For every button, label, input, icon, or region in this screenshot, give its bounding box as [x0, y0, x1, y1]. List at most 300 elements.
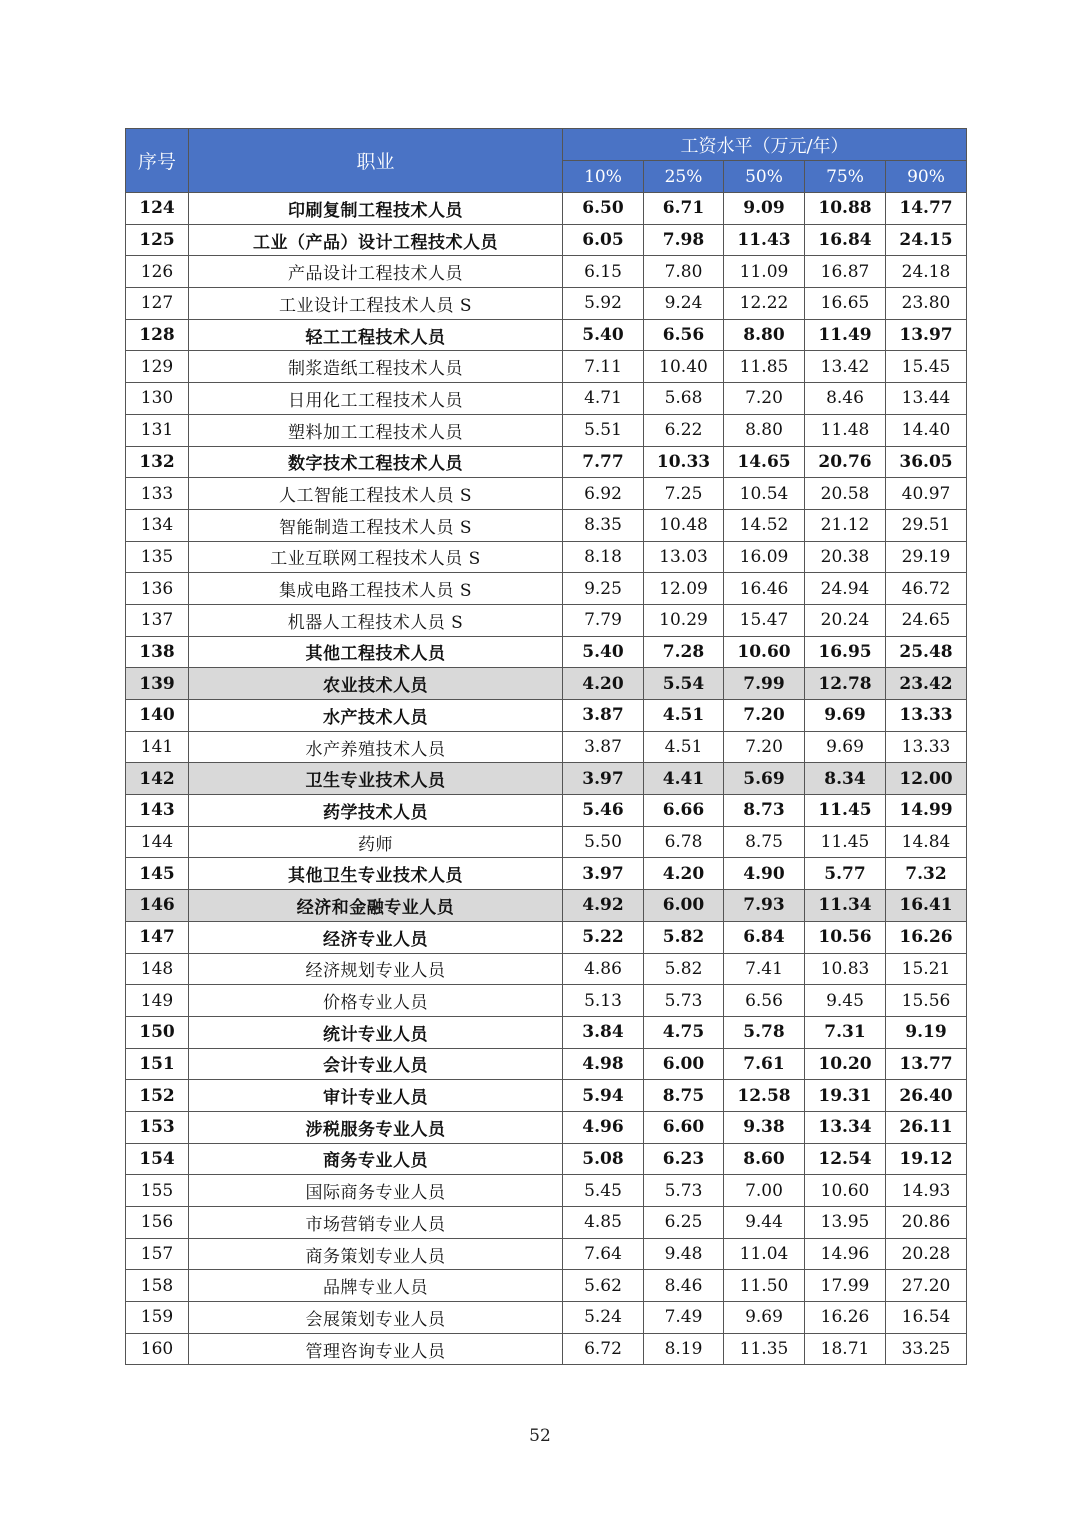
row-value-p10: 9.25: [563, 573, 644, 605]
row-value-p90: 36.05: [886, 446, 967, 478]
row-occupation: 价格专业人员: [189, 985, 563, 1017]
row-value-p25: 8.46: [644, 1270, 724, 1302]
row-seq: 154: [126, 1143, 189, 1175]
row-value-p50: 16.09: [724, 541, 805, 573]
row-value-p75: 9.69: [805, 731, 886, 763]
row-occupation: 药学技术人员: [189, 795, 563, 827]
row-value-p75: 14.96: [805, 1238, 886, 1270]
table-row: [126, 1302, 967, 1334]
row-value-p50: 7.61: [724, 1048, 805, 1080]
row-value-p75: 10.83: [805, 953, 886, 985]
row-seq: 160: [126, 1333, 189, 1365]
row-value-p10: 7.77: [563, 446, 644, 478]
row-value-p10: 5.22: [563, 921, 644, 953]
row-seq: 138: [126, 636, 189, 668]
row-value-p25: 13.03: [644, 541, 724, 573]
table-row: [126, 1016, 967, 1048]
row-value-p50: 11.09: [724, 256, 805, 288]
row-value-p25: 4.51: [644, 700, 724, 732]
row-occupation: 智能制造工程技术人员 S: [189, 509, 563, 541]
row-value-p50: 4.90: [724, 858, 805, 890]
row-occupation: 商务策划专业人员: [189, 1238, 563, 1270]
row-value-p75: 16.26: [805, 1302, 886, 1334]
table-row: [126, 1143, 967, 1175]
row-value-p90: 14.40: [886, 414, 967, 446]
row-value-p50: 14.65: [724, 446, 805, 478]
row-occupation: 会展策划专业人员: [189, 1302, 563, 1334]
table-row: [126, 288, 967, 320]
row-value-p90: 20.28: [886, 1238, 967, 1270]
row-occupation: 市场营销专业人员: [189, 1207, 563, 1239]
row-value-p25: 9.24: [644, 288, 724, 320]
salary-table: [125, 128, 967, 1365]
row-value-p50: 14.52: [724, 509, 805, 541]
row-value-p50: 5.78: [724, 1016, 805, 1048]
table-row: [126, 985, 967, 1017]
row-value-p25: 9.48: [644, 1238, 724, 1270]
row-value-p10: 5.50: [563, 826, 644, 858]
row-occupation: 管理咨询专业人员: [189, 1333, 563, 1365]
row-value-p10: 7.11: [563, 351, 644, 383]
row-value-p90: 24.15: [886, 224, 967, 256]
row-occupation: 制浆造纸工程技术人员: [189, 351, 563, 383]
row-seq: 137: [126, 604, 189, 636]
row-value-p10: 5.45: [563, 1175, 644, 1207]
row-value-p75: 11.49: [805, 319, 886, 351]
row-occupation: 集成电路工程技术人员 S: [189, 573, 563, 605]
row-value-p75: 9.69: [805, 700, 886, 732]
row-value-p50: 7.20: [724, 383, 805, 415]
table-row: [126, 1080, 967, 1112]
row-occupation: 其他卫生专业技术人员: [189, 858, 563, 890]
table-row: [126, 858, 967, 890]
row-seq: 134: [126, 509, 189, 541]
row-seq: 143: [126, 795, 189, 827]
table-row: [126, 921, 967, 953]
row-value-p25: 4.51: [644, 731, 724, 763]
row-value-p50: 11.35: [724, 1333, 805, 1365]
table-row: [126, 446, 967, 478]
table-row: [126, 731, 967, 763]
row-value-p25: 4.20: [644, 858, 724, 890]
row-value-p10: 3.97: [563, 763, 644, 795]
row-seq: 150: [126, 1016, 189, 1048]
row-value-p25: 10.29: [644, 604, 724, 636]
row-seq: 131: [126, 414, 189, 446]
row-value-p25: 6.60: [644, 1111, 724, 1143]
row-occupation: 经济和金融专业人员: [189, 890, 563, 922]
row-occupation: 其他工程技术人员: [189, 636, 563, 668]
row-value-p75: 17.99: [805, 1270, 886, 1302]
row-value-p25: 5.73: [644, 1175, 724, 1207]
row-value-p25: 8.19: [644, 1333, 724, 1365]
row-value-p10: 5.24: [563, 1302, 644, 1334]
table-row: [126, 636, 967, 668]
row-value-p90: 15.45: [886, 351, 967, 383]
row-value-p75: 20.38: [805, 541, 886, 573]
table-row: [126, 573, 967, 605]
row-value-p50: 15.47: [724, 604, 805, 636]
row-value-p50: 8.80: [724, 319, 805, 351]
row-value-p10: 5.62: [563, 1270, 644, 1302]
row-seq: 158: [126, 1270, 189, 1302]
row-occupation: 工业设计工程技术人员 S: [189, 288, 563, 320]
row-value-p90: 26.40: [886, 1080, 967, 1112]
row-seq: 124: [126, 193, 189, 225]
row-value-p75: 11.48: [805, 414, 886, 446]
table-row: [126, 700, 967, 732]
row-seq: 146: [126, 890, 189, 922]
row-value-p75: 20.24: [805, 604, 886, 636]
row-value-p75: 24.94: [805, 573, 886, 605]
row-value-p50: 7.20: [724, 731, 805, 763]
row-value-p75: 12.78: [805, 668, 886, 700]
row-value-p10: 6.15: [563, 256, 644, 288]
row-value-p75: 12.54: [805, 1143, 886, 1175]
row-value-p90: 20.86: [886, 1207, 967, 1239]
row-seq: 129: [126, 351, 189, 383]
row-value-p90: 13.97: [886, 319, 967, 351]
row-value-p50: 9.09: [724, 193, 805, 225]
row-value-p50: 8.73: [724, 795, 805, 827]
table-row: [126, 414, 967, 446]
row-value-p25: 10.33: [644, 446, 724, 478]
row-seq: 148: [126, 953, 189, 985]
table-row: [126, 319, 967, 351]
row-value-p90: 12.00: [886, 763, 967, 795]
table-row: [126, 478, 967, 510]
row-occupation: 药师: [189, 826, 563, 858]
header-occupation: 职业: [189, 129, 563, 193]
row-value-p25: 6.71: [644, 193, 724, 225]
table-row: [126, 668, 967, 700]
row-value-p90: 29.19: [886, 541, 967, 573]
row-value-p25: 4.41: [644, 763, 724, 795]
row-value-p75: 19.31: [805, 1080, 886, 1112]
row-seq: 128: [126, 319, 189, 351]
row-occupation: 品牌专业人员: [189, 1270, 563, 1302]
row-value-p90: 13.77: [886, 1048, 967, 1080]
row-value-p10: 4.92: [563, 890, 644, 922]
row-value-p90: 13.33: [886, 700, 967, 732]
row-value-p90: 15.56: [886, 985, 967, 1017]
row-value-p90: 13.44: [886, 383, 967, 415]
table-row: [126, 509, 967, 541]
row-value-p50: 12.22: [724, 288, 805, 320]
row-seq: 159: [126, 1302, 189, 1334]
row-occupation: 农业技术人员: [189, 668, 563, 700]
row-value-p25: 6.23: [644, 1143, 724, 1175]
table-row: [126, 604, 967, 636]
header-p25: 25%: [644, 161, 724, 193]
row-occupation: 水产养殖技术人员: [189, 731, 563, 763]
row-occupation: 卫生专业技术人员: [189, 763, 563, 795]
table-row: [126, 383, 967, 415]
row-value-p25: 6.22: [644, 414, 724, 446]
row-value-p25: 6.56: [644, 319, 724, 351]
row-value-p75: 11.45: [805, 826, 886, 858]
row-value-p90: 46.72: [886, 573, 967, 605]
table-row: [126, 1111, 967, 1143]
row-value-p50: 9.69: [724, 1302, 805, 1334]
row-value-p75: 10.60: [805, 1175, 886, 1207]
row-occupation: 数字技术工程技术人员: [189, 446, 563, 478]
row-value-p10: 5.94: [563, 1080, 644, 1112]
header-p10: 10%: [563, 161, 644, 193]
table-row: [126, 890, 967, 922]
row-value-p10: 4.98: [563, 1048, 644, 1080]
row-value-p10: 5.40: [563, 319, 644, 351]
table-row: [126, 1175, 967, 1207]
row-value-p75: 11.34: [805, 890, 886, 922]
row-seq: 125: [126, 224, 189, 256]
row-value-p25: 7.49: [644, 1302, 724, 1334]
row-value-p90: 9.19: [886, 1016, 967, 1048]
row-value-p50: 7.41: [724, 953, 805, 985]
row-seq: 133: [126, 478, 189, 510]
row-value-p90: 16.41: [886, 890, 967, 922]
header-wage-group: 工资水平（万元/年）: [563, 129, 967, 161]
row-value-p75: 13.42: [805, 351, 886, 383]
row-seq: 130: [126, 383, 189, 415]
row-value-p10: 8.18: [563, 541, 644, 573]
row-value-p25: 7.25: [644, 478, 724, 510]
row-value-p90: 23.80: [886, 288, 967, 320]
row-value-p75: 16.84: [805, 224, 886, 256]
row-occupation: 机器人工程技术人员 S: [189, 604, 563, 636]
row-value-p75: 13.95: [805, 1207, 886, 1239]
row-value-p75: 20.58: [805, 478, 886, 510]
row-value-p75: 20.76: [805, 446, 886, 478]
row-seq: 144: [126, 826, 189, 858]
row-value-p25: 6.66: [644, 795, 724, 827]
table-row: [126, 256, 967, 288]
row-value-p90: 14.84: [886, 826, 967, 858]
row-value-p25: 5.82: [644, 921, 724, 953]
row-value-p10: 5.46: [563, 795, 644, 827]
row-value-p90: 25.48: [886, 636, 967, 668]
row-value-p25: 5.54: [644, 668, 724, 700]
table-body: [126, 193, 967, 1365]
row-value-p90: 27.20: [886, 1270, 967, 1302]
row-occupation: 轻工工程技术人员: [189, 319, 563, 351]
row-value-p25: 6.00: [644, 890, 724, 922]
table-row: [126, 1238, 967, 1270]
row-value-p10: 4.85: [563, 1207, 644, 1239]
row-value-p50: 11.50: [724, 1270, 805, 1302]
row-value-p50: 10.60: [724, 636, 805, 668]
row-value-p50: 8.80: [724, 414, 805, 446]
row-value-p10: 6.72: [563, 1333, 644, 1365]
row-value-p25: 6.78: [644, 826, 724, 858]
row-value-p50: 7.00: [724, 1175, 805, 1207]
row-seq: 156: [126, 1207, 189, 1239]
row-value-p10: 7.79: [563, 604, 644, 636]
table-row: [126, 953, 967, 985]
row-value-p25: 7.28: [644, 636, 724, 668]
header-p75: 75%: [805, 161, 886, 193]
row-value-p75: 13.34: [805, 1111, 886, 1143]
row-occupation: 工业互联网工程技术人员 S: [189, 541, 563, 573]
row-occupation: 会计专业人员: [189, 1048, 563, 1080]
row-value-p25: 7.80: [644, 256, 724, 288]
row-value-p75: 10.20: [805, 1048, 886, 1080]
row-value-p10: 6.92: [563, 478, 644, 510]
row-value-p75: 21.12: [805, 509, 886, 541]
header-seq: 序号: [126, 129, 189, 193]
row-value-p25: 6.00: [644, 1048, 724, 1080]
row-value-p25: 5.73: [644, 985, 724, 1017]
table-row: [126, 224, 967, 256]
row-value-p75: 11.45: [805, 795, 886, 827]
row-value-p10: 7.64: [563, 1238, 644, 1270]
row-occupation: 产品设计工程技术人员: [189, 256, 563, 288]
row-value-p10: 5.51: [563, 414, 644, 446]
row-value-p75: 16.65: [805, 288, 886, 320]
row-occupation: 水产技术人员: [189, 700, 563, 732]
row-value-p50: 6.56: [724, 985, 805, 1017]
table-row: [126, 193, 967, 225]
row-value-p50: 10.54: [724, 478, 805, 510]
row-value-p10: 5.08: [563, 1143, 644, 1175]
row-value-p90: 33.25: [886, 1333, 967, 1365]
row-value-p10: 4.86: [563, 953, 644, 985]
table-row: [126, 1270, 967, 1302]
row-occupation: 涉税服务专业人员: [189, 1111, 563, 1143]
row-seq: 135: [126, 541, 189, 573]
row-value-p50: 9.44: [724, 1207, 805, 1239]
row-occupation: 国际商务专业人员: [189, 1175, 563, 1207]
row-value-p75: 16.95: [805, 636, 886, 668]
table-row: [126, 541, 967, 573]
row-value-p90: 24.18: [886, 256, 967, 288]
row-occupation: 人工智能工程技术人员 S: [189, 478, 563, 510]
row-occupation: 审计专业人员: [189, 1080, 563, 1112]
row-occupation: 经济专业人员: [189, 921, 563, 953]
row-value-p25: 10.48: [644, 509, 724, 541]
row-value-p90: 7.32: [886, 858, 967, 890]
row-seq: 157: [126, 1238, 189, 1270]
row-value-p90: 40.97: [886, 478, 967, 510]
row-seq: 140: [126, 700, 189, 732]
row-seq: 126: [126, 256, 189, 288]
row-value-p75: 9.45: [805, 985, 886, 1017]
row-value-p25: 8.75: [644, 1080, 724, 1112]
row-value-p10: 8.35: [563, 509, 644, 541]
row-seq: 152: [126, 1080, 189, 1112]
row-value-p90: 23.42: [886, 668, 967, 700]
row-value-p75: 8.46: [805, 383, 886, 415]
table-row: [126, 1333, 967, 1365]
table-row: [126, 1048, 967, 1080]
row-value-p75: 16.87: [805, 256, 886, 288]
row-value-p10: 5.92: [563, 288, 644, 320]
row-value-p10: 3.87: [563, 700, 644, 732]
row-value-p90: 13.33: [886, 731, 967, 763]
table-row: [126, 1207, 967, 1239]
row-value-p50: 11.43: [724, 224, 805, 256]
table-row: [126, 351, 967, 383]
row-value-p25: 7.98: [644, 224, 724, 256]
row-occupation: 工业（产品）设计工程技术人员: [189, 224, 563, 256]
row-seq: 132: [126, 446, 189, 478]
table-row: [126, 763, 967, 795]
row-value-p50: 8.60: [724, 1143, 805, 1175]
header-p50: 50%: [724, 161, 805, 193]
row-value-p10: 3.97: [563, 858, 644, 890]
table-row: [126, 795, 967, 827]
row-value-p25: 5.82: [644, 953, 724, 985]
row-value-p10: 5.40: [563, 636, 644, 668]
row-value-p50: 7.20: [724, 700, 805, 732]
row-value-p50: 5.69: [724, 763, 805, 795]
row-value-p90: 24.65: [886, 604, 967, 636]
row-value-p50: 16.46: [724, 573, 805, 605]
row-seq: 139: [126, 668, 189, 700]
row-value-p10: 5.13: [563, 985, 644, 1017]
row-occupation: 统计专业人员: [189, 1016, 563, 1048]
row-value-p10: 6.50: [563, 193, 644, 225]
row-value-p90: 19.12: [886, 1143, 967, 1175]
row-value-p90: 29.51: [886, 509, 967, 541]
row-value-p25: 4.75: [644, 1016, 724, 1048]
row-value-p50: 7.93: [724, 890, 805, 922]
row-value-p50: 9.38: [724, 1111, 805, 1143]
row-value-p10: 6.05: [563, 224, 644, 256]
row-seq: 141: [126, 731, 189, 763]
row-value-p50: 11.04: [724, 1238, 805, 1270]
row-value-p90: 14.99: [886, 795, 967, 827]
row-value-p25: 12.09: [644, 573, 724, 605]
row-value-p90: 15.21: [886, 953, 967, 985]
row-seq: 155: [126, 1175, 189, 1207]
row-value-p75: 18.71: [805, 1333, 886, 1365]
row-seq: 127: [126, 288, 189, 320]
row-value-p50: 11.85: [724, 351, 805, 383]
row-value-p25: 10.40: [644, 351, 724, 383]
row-seq: 153: [126, 1111, 189, 1143]
row-value-p50: 12.58: [724, 1080, 805, 1112]
row-seq: 147: [126, 921, 189, 953]
row-value-p50: 6.84: [724, 921, 805, 953]
row-value-p75: 7.31: [805, 1016, 886, 1048]
table-header: [126, 129, 967, 193]
table-row: [126, 826, 967, 858]
row-occupation: 商务专业人员: [189, 1143, 563, 1175]
row-occupation: 经济规划专业人员: [189, 953, 563, 985]
row-occupation: 印刷复制工程技术人员: [189, 193, 563, 225]
row-value-p25: 6.25: [644, 1207, 724, 1239]
row-value-p25: 5.68: [644, 383, 724, 415]
row-value-p50: 8.75: [724, 826, 805, 858]
row-value-p50: 7.99: [724, 668, 805, 700]
row-value-p90: 14.93: [886, 1175, 967, 1207]
header-p90: 90%: [886, 161, 967, 193]
page-number: 52: [529, 1426, 551, 1446]
row-value-p10: 3.84: [563, 1016, 644, 1048]
row-value-p10: 4.96: [563, 1111, 644, 1143]
row-occupation: 日用化工工程技术人员: [189, 383, 563, 415]
row-value-p75: 10.56: [805, 921, 886, 953]
row-value-p10: 3.87: [563, 731, 644, 763]
row-value-p75: 8.34: [805, 763, 886, 795]
row-seq: 151: [126, 1048, 189, 1080]
row-value-p75: 10.88: [805, 193, 886, 225]
row-seq: 145: [126, 858, 189, 890]
row-seq: 142: [126, 763, 189, 795]
row-value-p90: 16.26: [886, 921, 967, 953]
row-seq: 136: [126, 573, 189, 605]
